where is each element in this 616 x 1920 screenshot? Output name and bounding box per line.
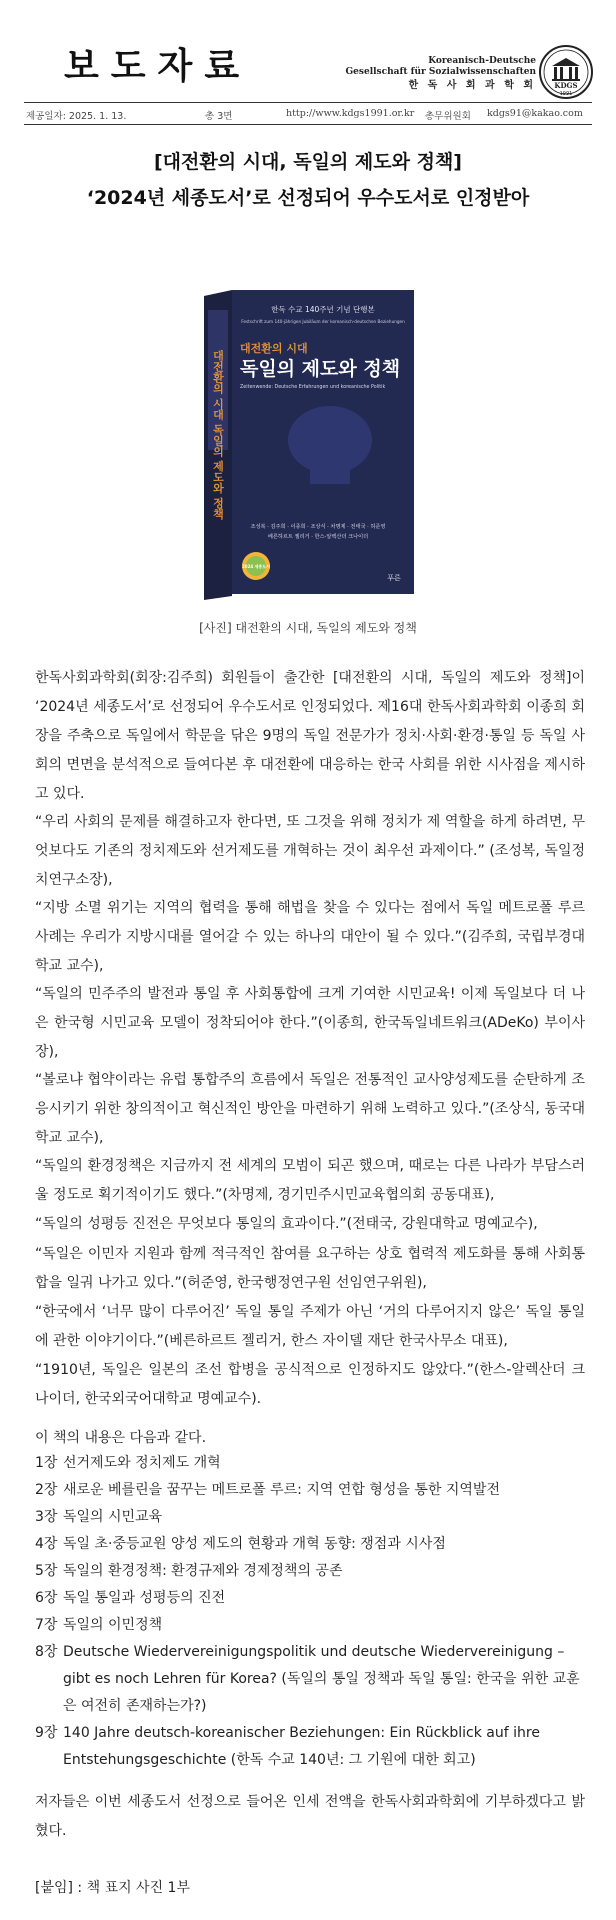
kdgs-logo	[538, 44, 594, 100]
toc-item: 1장 선거제도와 정치제도 개혁	[35, 1455, 221, 1471]
headline-line1: [대전환의 시대, 독일의 제도와 정책]	[153, 151, 462, 173]
toc-item: 9장 140 Jahre deutsch-koreanischer Beziehungen: Ein Rückblick auf ihre Entstehungsgeschichte (한독 수교 140년: 그 기원에 대한 회고)	[35, 1725, 540, 1768]
book-top-text-de: Festschrift zum 140-jährigen Jubiläum der koreanisch-deutschen Beziehungen	[241, 319, 405, 324]
quote-paragraph-7: “독일은 이민자 지원과 함께 적극적인 참여를 요구하는 상호 협력적 제도화를 통해 사회통합을 일궈 나가고 있다.”(허준영, 한국행정연구원 선임연구위원),	[35, 1246, 585, 1291]
header-rule-top	[24, 102, 592, 103]
image-caption: [사진] 대전환의 시대, 독일의 제도와 정책	[199, 621, 417, 635]
toc-item: 3장 독일의 시민교육	[35, 1509, 163, 1525]
organization-name	[346, 56, 537, 91]
toc-item: 5장 독일의 환경정책: 환경규제와 경제정책의 공존	[35, 1563, 343, 1579]
toc-item: 2장 새로운 베를린을 꿈꾸는 메트로폴 루르: 지역 연합 형성을 통한 지역발전	[35, 1482, 500, 1498]
book-cover-image	[198, 290, 414, 600]
book-top-text: 한독 수교 140주년 기념 단행본	[271, 305, 375, 314]
header-rule-bottom	[24, 124, 592, 125]
org-name-de-line2: Gesellschaft für Sozialwissenschaften	[345, 67, 536, 77]
page-count: 총 3면	[205, 111, 233, 122]
headline-line2: ‘2024년 세종도서’로 선정되어 우수도서로 인정받아	[86, 187, 530, 209]
book-authors-line1: 조성복 · 김주희 · 이종희 · 조상식 · 차명제 · 전태국 · 허준영	[250, 524, 386, 530]
toc-item: 6장 독일 통일과 성평등의 진전	[35, 1590, 226, 1606]
book-spine-title: 대전환의 시대 독일의 제도와 정책	[211, 350, 225, 520]
book-title-de: Zeitenwende: Deutsche Erfahrungen und koreanische Politik	[240, 385, 386, 390]
building-columns-icon	[552, 58, 580, 81]
quote-paragraph-6: “독일의 성평등 진전은 무엇보다 통일의 효과이다.”(전태국, 강원대학교 명예교수),	[35, 1216, 538, 1232]
quote-paragraph-2: “지방 소멸 위기는 지역의 협력을 통해 해법을 찾을 수 있다는 점에서 독일 메트로폴 루르 사례는 우리가 지방시대를 열어갈 수 있는 하나의 대안이 될 수 있다.”(김주희, 국립부경대학교 교수),	[35, 900, 585, 974]
press-release-title: 보도자료	[64, 46, 252, 87]
logo-year: 1991	[559, 91, 573, 97]
release-date: 제공일자: 2025. 1. 13.	[26, 111, 127, 122]
quote-paragraph-3: “독일의 민주주의 발전과 통일 후 사회통합에 크게 기여한 시민교육! 이제 독일보다 더 나은 한국형 시민교육 모델이 정착되어야 한다.”(이종희, 한국독일네트워크(ADeKo) 부이사장),	[35, 986, 585, 1060]
book-authors-line2: 베른하르트 젤리거 · 한스-알렉산더 크나이더	[267, 534, 369, 540]
logo-text: KDGS	[554, 81, 578, 90]
toc-intro: 이 책의 내용은 다음과 같다.	[35, 1430, 207, 1446]
quote-paragraph-1: “우리 사회의 문제를 해결하고자 한다면, 또 그것을 위해 정치가 제 역할을 하게 하려면, 무엇보다도 기존의 정치제도와 선거제도를 개혁하는 것이 최우선 과제이다.” (조성복, 독일정치연구소장),	[35, 814, 585, 888]
closing-paragraph: 저자들은 이번 세종도서 선정으로 들어온 인세 전액을 한독사회과학회에 기부하겠다고 밝혔다.	[35, 1794, 585, 1839]
quote-paragraph-4: “볼로냐 협약이라는 유럽 통합주의 흐름에서 독일은 전통적인 교사양성제도를 순탄하게 조응시키기 위한 창의적이고 혁신적인 방안을 마련하기 위해 노력하고 있다.”(조상식, 동국대학교 교수),	[35, 1072, 585, 1146]
org-name-ko: 한 독 사 회 과 학 회	[408, 80, 536, 91]
toc-item: 7장 독일의 이민정책	[35, 1617, 163, 1633]
book-subtitle: 대전환의 시대	[240, 342, 308, 355]
website-link[interactable]: http://www.kdgs1991.or.kr	[286, 108, 415, 119]
department: 총무위원회	[425, 111, 471, 122]
book-award-badge: 2024 세종도서	[242, 564, 270, 569]
table-of-contents	[35, 1450, 590, 1774]
book-title: 독일의 제도와 정책	[240, 358, 401, 380]
toc-item: 8장 Deutsche Wiedervereinigungspolitik und deutsche Wiedervereinigung – gibt es noch Lehren für Korea? (독일의 통일 정책과 독일 통일: 한국을 위한 교훈은 여전히 존재하는가?)	[35, 1644, 580, 1714]
meta-row	[0, 104, 616, 124]
attachment-note: [붙임] : 책 표지 사진 1부	[35, 1880, 190, 1896]
toc-item: 4장 독일 초·중등교원 양성 제도의 현황과 개혁 동향: 쟁점과 시사점	[35, 1536, 446, 1552]
org-name-de-line1: Koreanisch-Deutsche	[428, 56, 536, 66]
quote-paragraph-8: “한국에서 ‘너무 많이 다루어진’ 독일 통일 주제가 아닌 ‘거의 다루어지지 않은’ 독일 통일에 관한 이야기이다.”(베른하르트 젤리거, 한스 자이델 재단 한국사무소 대표),	[35, 1304, 585, 1349]
quote-paragraph-5: “독일의 환경정책은 지금까지 전 세계의 모범이 되곤 했으며, 때로는 다른 나라가 부담스러울 정도로 획기적이기도 했다.”(차명제, 경기민주시민교육협의회 공동대표),	[35, 1158, 585, 1203]
contact-email[interactable]: kdgs91@kakao.com	[487, 108, 583, 119]
quote-paragraph-9: “1910년, 독일은 일본의 조선 합병을 공식적으로 인정하지도 않았다.”(한스-알렉산더 크나이더, 한국외국어대학교 명예교수).	[35, 1362, 585, 1407]
book-publisher: 푸른	[387, 574, 401, 582]
intro-paragraph: 한독사회과학회(회장:김주희) 회원들이 출간한 [대전환의 시대, 독일의 제도와 정책]이 ‘2024년 세종도서’로 선정되어 우수도서로 인정되었다. 제16대 한독사회과학회 이종희 회장을 주축으로 독일에서 학문을 닦은 9명의 독일 전문가가 정치·사회·환경·통일 등 독일 사회의 면면을 분석적으로 들여다본 후 대전환에 대응하는 한국 사회를 위한 시사점을 제시하고 있다.	[35, 670, 585, 802]
